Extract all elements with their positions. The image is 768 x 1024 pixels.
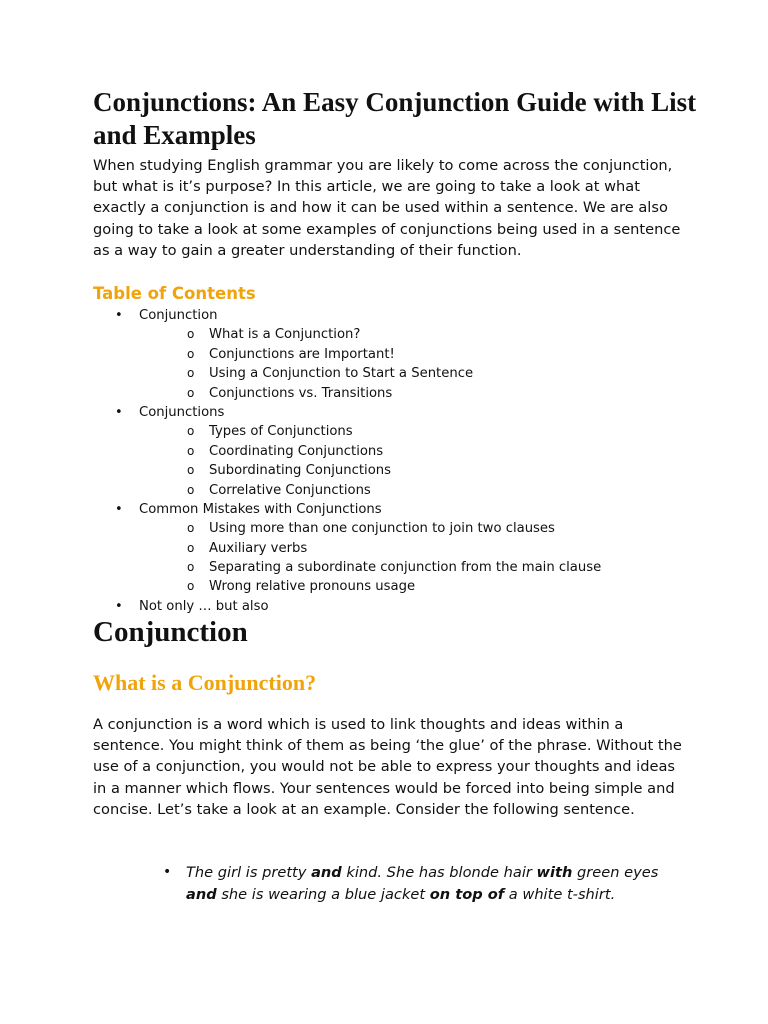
toc-subitem[interactable] [0,325,768,344]
section-paragraph: A conjunction is a word which is used to link thoughts and ideas within a sentence. You might think of them as being ‘the glue’ of the phrase. Without the use of a conjunction, you would not be able to express your thoughts and ideas in a manner which flows. Your sentences would be forced into being simple and concise. Let’s take a look at an example. Consider the following sentence. [93,716,682,818]
toc-subitem[interactable] [0,364,768,383]
toc-subitem[interactable] [0,384,768,403]
toc-subitem[interactable] [0,345,768,364]
sub-bullet-icon: o [187,443,195,458]
toc-item[interactable] [0,306,768,325]
example-text: she is wearing a blue jacket [216,885,430,903]
toc-subitem[interactable] [0,422,768,441]
section-heading: Conjunction [93,616,248,648]
toc-item[interactable] [0,500,768,519]
sub-bullet-icon: o [187,579,195,594]
toc-heading: Table of Contents [93,284,256,303]
intro-paragraph: When studying English grammar you are likely to come across the conjunction, but what is it’s purpose? In this article, we are going to take a look at what exactly a conjunction is and how it can be used within a sentence. We are also going to take a look at some examples of conjunctions being used in a sentence as a way to gain a greater understanding of their function. [93,157,681,259]
sub-bullet-icon: o [187,482,195,497]
toc-subitem[interactable] [0,539,768,558]
toc-subitem-label: Using more than one conjunction to join two clauses [209,521,555,537]
bullet-icon: • [115,308,123,323]
document-title: Conjunctions: An Easy Conjunction Guide with List and Examples [93,87,697,150]
toc-subitem-label: Correlative Conjunctions [209,482,371,498]
toc-item-label: Common Mistakes with Conjunctions [139,501,382,517]
example-sentence [186,862,666,905]
section-subheading: What is a Conjunction? [93,670,317,695]
sub-bullet-icon: o [187,424,195,439]
sub-bullet-icon: o [187,385,195,400]
example-bullet: • [163,864,172,880]
toc-subitem[interactable] [0,481,768,500]
table-of-contents [0,306,768,616]
bullet-icon: • [115,598,123,614]
example-text: green eyes [572,864,659,881]
conjunction-highlight: with [536,864,573,881]
conjunction-highlight: and [311,864,342,881]
conjunction-highlight: and [186,885,217,903]
bullet-icon: • [115,501,123,517]
example-text: a white t-shirt. [504,885,616,903]
sub-bullet-icon: o [187,327,195,342]
toc-subitem-label: Conjunctions are Important! [209,346,395,362]
toc-subitem-label: Using a Conjunction to Start a Sentence [209,366,474,382]
toc-subitem-label: Coordinating Conjunctions [209,443,384,459]
toc-item[interactable] [0,403,768,422]
toc-item-label: Conjunction [139,308,218,323]
toc-subitem-label: Separating a subordinate conjunction from the main clause [209,560,602,576]
sub-bullet-icon: o [187,560,195,575]
bullet-icon: • [115,404,123,420]
toc-subitem-label: Auxiliary verbs [209,540,308,556]
toc-subitem[interactable] [0,558,768,577]
conjunction-highlight: on top of [429,885,505,903]
toc-item-label: Conjunctions [139,404,225,420]
toc-subitem[interactable] [0,519,768,538]
toc-subitem-label: Wrong relative pronouns usage [209,579,416,595]
toc-item-label: Not only … but also [139,598,269,614]
sub-bullet-icon: o [187,366,195,381]
toc-subitem[interactable] [0,442,768,461]
sub-bullet-icon: o [187,540,195,555]
toc-subitem-label: What is a Conjunction? [209,327,361,343]
sub-bullet-icon: o [187,463,195,478]
toc-subitem-label: Subordinating Conjunctions [209,463,391,479]
example-text: kind. She has blonde hair [341,864,537,881]
sub-bullet-icon: o [187,521,195,536]
toc-subitem[interactable] [0,461,768,480]
example-text: The girl is pretty [186,864,312,881]
toc-subitem[interactable] [0,577,768,596]
toc-subitem-label: Conjunctions vs. Transitions [209,385,393,401]
toc-subitem-label: Types of Conjunctions [209,424,353,440]
sub-bullet-icon: o [187,346,195,361]
